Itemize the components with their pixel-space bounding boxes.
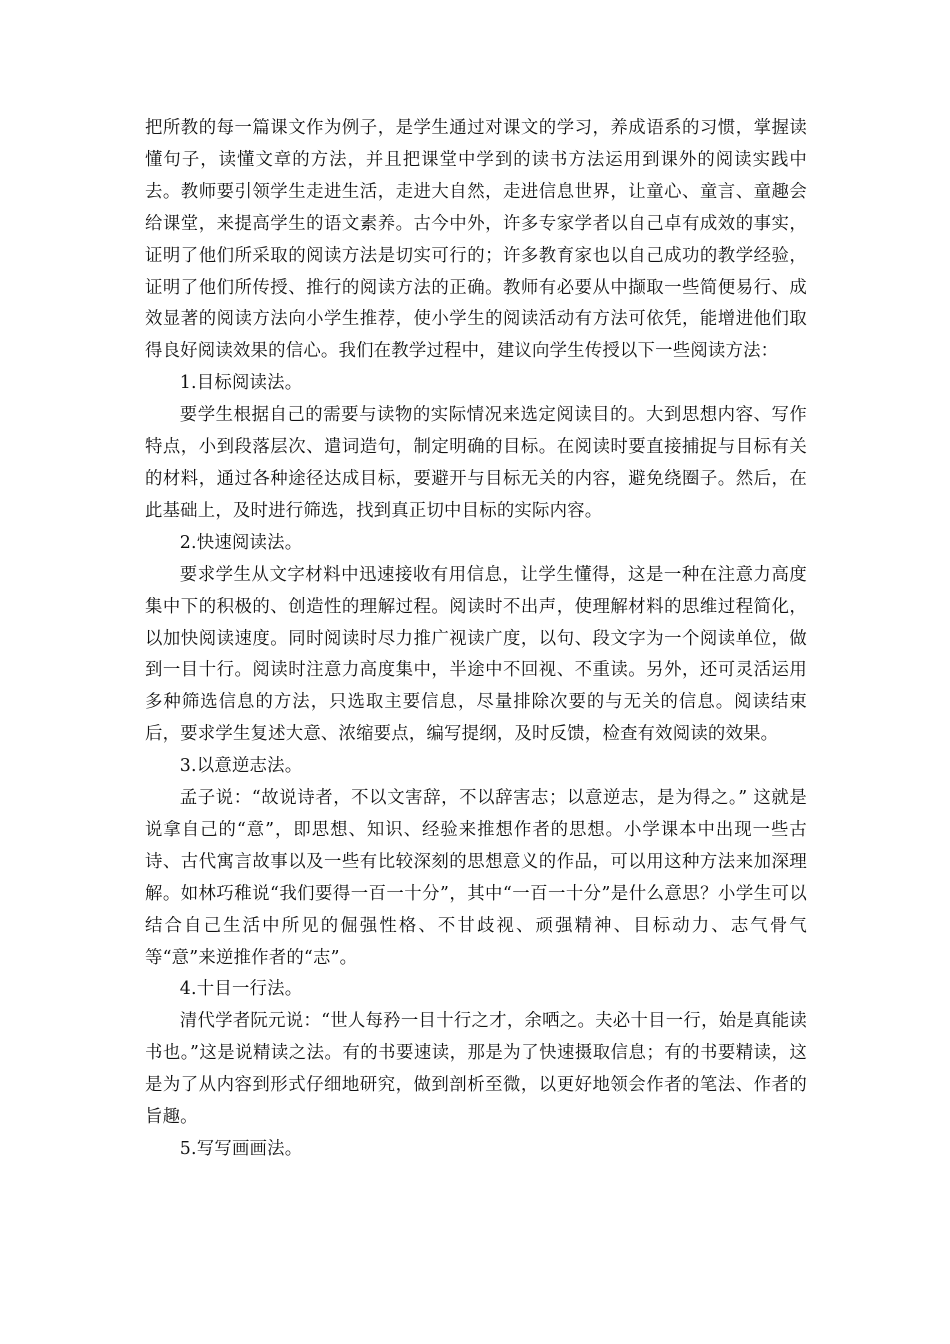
heading-shimu-yihang: 4.十目一行法。 xyxy=(179,979,303,1000)
heading-target-reading: 1.目标阅读法。 xyxy=(179,373,303,394)
paragraph-yiyi-nizhi: 孟子说：“故说诗者，不以文害辞，不以辞害志；以意逆志，是为得之。” 这就是说拿自己的“意”，即思想、知识、经验来推想作者的思想。小学课本中出现一些古诗、古代寓言故事以及一些有比较深刻的思想意义的作品，可以用这种方法来加深理解。如林巧稚说“我们要得一百一十分”，其中“一百一十分”是什么意思？小学生可以结合自己生活中所见的倔强性格、不甘歧视、顽强精神、目标动力、志气骨气等“意”来逆推作者的“志”。 xyxy=(145,788,807,968)
heading-fast-reading: 2.快速阅读法。 xyxy=(179,532,303,553)
paragraph-intro: 把所教的每一篇课文作为例子，是学生通过对课文的学习，养成语系的习惯，掌握读懂句子，读懂文章的方法，并且把课堂中学到的读书方法运用到课外的阅读实践中去。教师要引领学生走进生活，走进大自然，走进信息世界，让童心、童言、童趣会给课堂，来提高学生的语文素养。古今中外，许多专家学者以自己卓有成效的事实，证明了他们所采取的阅读方法是切实可行的；许多教育家也以自己成功的教学经验，证明了他们所传授、推行的阅读方法的正确。教师有必要从中撷取一些简便易行、成效显著的阅读方法向小学生推荐，使小学生的阅读活动有方法可依凭，能增进他们取得良好阅读效果的信心。我们在教学过程中，建议向学生传授以下一些阅读方法： xyxy=(145,118,807,362)
heading-yiyi-nizhi: 3.以意逆志法。 xyxy=(179,756,303,777)
paragraph-fast-reading: 要求学生从文字材料中迅速接收有用信息，让学生懂得，这是一种在注意力高度集中下的积极的、创造性的理解过程。阅读时不出声，使理解材料的思维过程简化，以加快阅读速度。同时阅读时尽力推广视读广度，以句、段文字为一个阅读单位，做到一目十行。阅读时注意力高度集中，半途中不回视、不重读。另外，还可灵活运用多种筛选信息的方法，只选取主要信息，尽量排除次要的与无关的信息。阅读结束后，要求学生复述大意、浓缩要点，编写提纲，及时反馈，检查有效阅读的效果。 xyxy=(145,564,807,745)
paragraph-shimu-yihang: 清代学者阮元说：“世人每矜一目十行之才，余哂之。夫必十目一行，始是真能读书也。”这是说精读之法。有的书要速读，那是为了快速摄取信息；有的书要精读，这是为了从内容到形式仔细地研究，做到剖析至微，以更好地领会作者的笔法、作者的旨趣。 xyxy=(145,1011,807,1128)
heading-write-draw: 5.写写画画法。 xyxy=(179,1139,303,1159)
paragraph-target-reading: 要学生根据自己的需要与读物的实际情况来选定阅读目的。大到思想内容、写作特点，小到段落层次、遣词造句，制定明确的目标。在阅读时要直接捕捉与目标有关的材料，通过各种途径达成目标，要避开与目标无关的内容，避免绕圈子。然后，在此基础上，及时进行筛选，找到真正切中目标的实际内容。 xyxy=(145,405,807,521)
document-page xyxy=(145,113,807,1166)
